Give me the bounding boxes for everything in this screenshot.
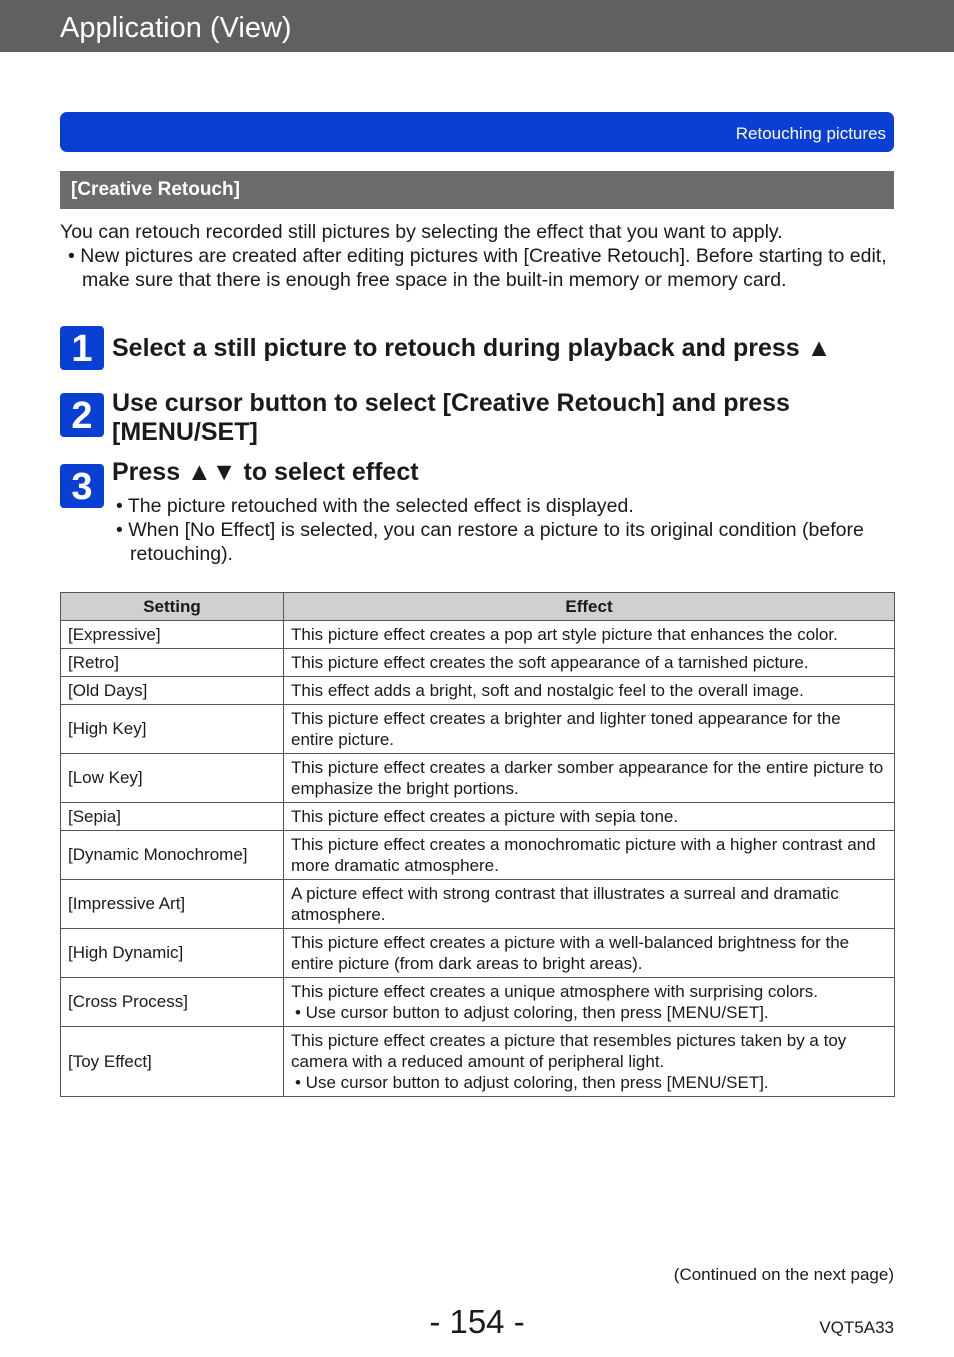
table-row <box>61 754 895 803</box>
effect-note: • Use cursor button to adjust coloring, then press [MENU/SET]. <box>295 1002 769 1022</box>
setting-cell: [Old Days] <box>61 677 284 705</box>
effect-text: This picture effect creates a brighter and lighter toned appearance for the entire picture. <box>291 708 841 749</box>
setting-cell: [Retro] <box>61 649 284 677</box>
table-row <box>61 929 895 978</box>
effect-note: • Use cursor button to adjust coloring, then press [MENU/SET]. <box>295 1072 769 1092</box>
step-3-notes <box>116 494 886 566</box>
table-row <box>61 880 895 929</box>
step-number-badge: 3 <box>60 464 104 508</box>
setting-cell: [Sepia] <box>61 803 284 831</box>
step-3 <box>60 458 894 574</box>
effect-cell <box>284 677 895 705</box>
effect-text: This picture effect creates a darker somber appearance for the entire picture to emphasize the bright portions. <box>291 757 884 798</box>
table-row <box>61 621 895 649</box>
table-row <box>61 677 895 705</box>
table-row <box>61 978 895 1027</box>
table-row <box>61 831 895 880</box>
setting-cell: [Cross Process] <box>61 978 284 1027</box>
table-row <box>61 705 895 754</box>
page-number: - 154 - <box>429 1303 525 1340</box>
effect-cell <box>284 621 895 649</box>
model-code: VQT5A33 <box>819 1318 894 1337</box>
effect-text: This picture effect creates the soft appearance of a tarnished picture. <box>291 652 809 672</box>
effect-text: This picture effect creates a unique atmosphere with surprising colors. <box>291 981 818 1001</box>
table-row <box>61 1027 895 1097</box>
step-2 <box>60 389 894 446</box>
setting-cell: [Expressive] <box>61 621 284 649</box>
step-2-heading: Use cursor button to select [Creative Retouch] and press [MENU/SET] <box>112 389 790 446</box>
chapter-banner-label: Retouching pictures <box>735 124 886 143</box>
column-header-effect: Effect <box>284 593 895 621</box>
chapter-banner <box>60 112 894 152</box>
effect-cell <box>284 880 895 929</box>
setting-cell: [Dynamic Monochrome] <box>61 831 284 880</box>
effect-text: This picture effect creates a picture that resembles pictures taken by a toy camera with a reduced amount of peripheral light. <box>291 1030 847 1071</box>
step-number-badge: 1 <box>60 326 104 370</box>
column-header-setting: Setting <box>61 593 284 621</box>
effect-cell <box>284 929 895 978</box>
header-bar <box>0 0 954 52</box>
effect-text: This picture effect creates a monochromatic picture with a higher contrast and more dramatic atmosphere. <box>291 834 876 875</box>
step-3-heading: Press ▲▼ to select effect <box>112 458 419 486</box>
table-row <box>61 803 895 831</box>
effect-cell <box>284 754 895 803</box>
setting-cell: [High Dynamic] <box>61 929 284 978</box>
effect-cell <box>284 1027 895 1097</box>
section-heading <box>60 171 894 209</box>
table-header-row <box>61 593 895 621</box>
step-number-badge: 2 <box>60 393 104 437</box>
step-3-note: • When [No Effect] is selected, you can restore a picture to its original condition (before retouching). <box>116 519 864 565</box>
effect-text: This picture effect creates a picture with a well-balanced brightness for the entire picture (from dark areas to bright areas). <box>291 932 850 973</box>
effect-cell <box>284 705 895 754</box>
table-row <box>61 649 895 677</box>
page-header-title: Application (View) <box>60 12 292 44</box>
section-title: [Creative Retouch] <box>71 179 240 200</box>
effects-table <box>60 592 895 1097</box>
effect-text: This picture effect creates a pop art style picture that enhances the color. <box>291 624 838 644</box>
effect-text: This effect adds a bright, soft and nostalgic feel to the overall image. <box>291 680 804 700</box>
intro-text <box>60 220 894 292</box>
intro-bullet: • New pictures are created after editing pictures with [Creative Retouch]. Before starting to edit, make sure that there is enough free space in the built-in memory or memory card. <box>68 245 887 291</box>
continued-note: (Continued on the next page) <box>673 1265 894 1284</box>
effect-cell <box>284 831 895 880</box>
setting-cell: [Low Key] <box>61 754 284 803</box>
effect-cell <box>284 649 895 677</box>
step-3-note: • The picture retouched with the selected effect is displayed. <box>116 495 634 517</box>
intro-paragraph: You can retouch recorded still pictures by selecting the effect that you want to apply. <box>60 221 783 243</box>
setting-cell: [High Key] <box>61 705 284 754</box>
setting-cell: [Impressive Art] <box>61 880 284 929</box>
step-1 <box>60 326 894 374</box>
effect-cell <box>284 978 895 1027</box>
step-1-heading: Select a still picture to retouch during playback and press ▲ <box>112 334 832 362</box>
effect-cell <box>284 803 895 831</box>
setting-cell: [Toy Effect] <box>61 1027 284 1097</box>
effect-text: This picture effect creates a picture with sepia tone. <box>291 806 679 826</box>
effect-text: A picture effect with strong contrast that illustrates a surreal and dramatic atmosphere. <box>291 883 839 924</box>
